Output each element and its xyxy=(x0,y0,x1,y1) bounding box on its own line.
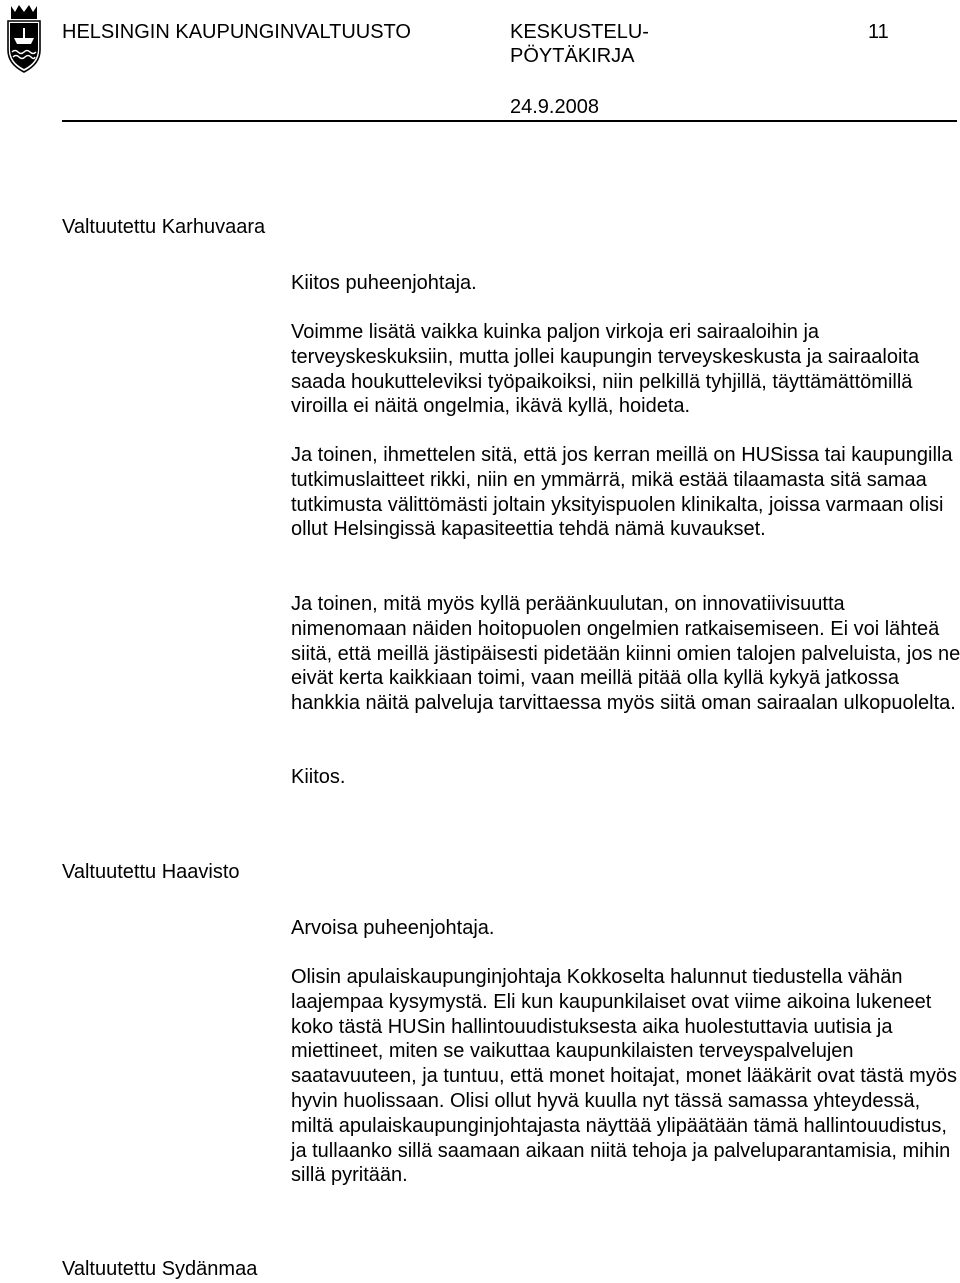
speech-paragraph: Olisin apulaiskaupunginjohtaja Kokkoselta halunnut tiedustella vähän laajempaa kysymystä. Eli kun kaupunkilaiset ovat viime aikoina lukeneet koko tästä HUSin hallintouudistuksesta aika huolestuttavia uutisia ja miettineet, miten se vaikuttaa kaupunkilaisten terveyspalvelujen saatavuuteen, ja tuntuu, että monet hoitajat, monet lääkärit ovat tästä myös hyvin huolissaan. Olisi ollut hyvä kuulla nyt tässä samassa yhteydessä, miltä apulaiskaupunginjohtajasta näyttää ylipäätään tämä hallintouudistus, ja tullaanko sillä saamaan aikaan niitä tehoja ja palveluparantamisia, mihin sillä pyritään. xyxy=(291,966,957,1187)
speaker-name: Valtuutettu Haavisto xyxy=(62,861,240,883)
speaker-name: Valtuutettu Sydänmaa xyxy=(62,1258,258,1280)
document-type-line2: PÖYTÄKIRJA xyxy=(510,45,635,67)
document-type xyxy=(510,20,710,68)
helsinki-coat-of-arms-icon xyxy=(2,2,46,74)
header-divider xyxy=(62,120,957,122)
meeting-date: 24.9.2008 xyxy=(510,96,599,118)
speech-paragraph: Kiitos puheenjohtaja. xyxy=(291,272,477,294)
document-type-line1: KESKUSTELU- xyxy=(510,21,649,43)
speech-paragraph: Arvoisa puheenjohtaja. xyxy=(291,917,495,939)
speaker-name: Valtuutettu Karhuvaara xyxy=(62,216,266,238)
speech-paragraph: Ja toinen, ihmettelen sitä, että jos kerran meillä on HUSissa tai kaupungilla tutkimuslaitteet rikki, niin en ymmärrä, mikä estää tilaamasta sitä samaa tutkimusta välittömästi joltain yksityispuolen klinikalta, joissa varmaan olisi ollut Helsingissä kapasiteettia tehdä nämä kuvaukset. xyxy=(291,444,953,541)
page-number: 11 xyxy=(868,21,889,43)
speech-paragraph: Voimme lisätä vaikka kuinka paljon virkoja eri sairaaloihin ja terveyskeskuksiin, mutta jollei kaupungin terveyskeskusta ja sairaaloita saada houkutteleviksi työpaikoiksi, niin pelkillä tyhjillä, täyttämättömillä viroilla ei näitä ongelmia, ikävä kyllä, hoideta. xyxy=(291,321,920,418)
speech-paragraph: Ja toinen, mitä myös kyllä peräänkuulutan, on innovatiivisuutta nimenomaan näiden hoitopuolen ongelmien ratkaisemiseen. Ei voi lähteä siitä, että meillä jästipäisesti pidetään kiinni omien talojen palveluista, jos ne eivät kerta kaikkiaan toimi, vaan meillä pitää olla kyllä kykyä jatkossa hankkia näitä palveluja tarvittaessa myös siitä oman sairaalan ulkopuolelta. xyxy=(291,593,960,715)
speech-paragraph: Kiitos. xyxy=(291,766,346,788)
organization-name: HELSINGIN KAUPUNGINVALTUUSTO xyxy=(62,21,411,43)
